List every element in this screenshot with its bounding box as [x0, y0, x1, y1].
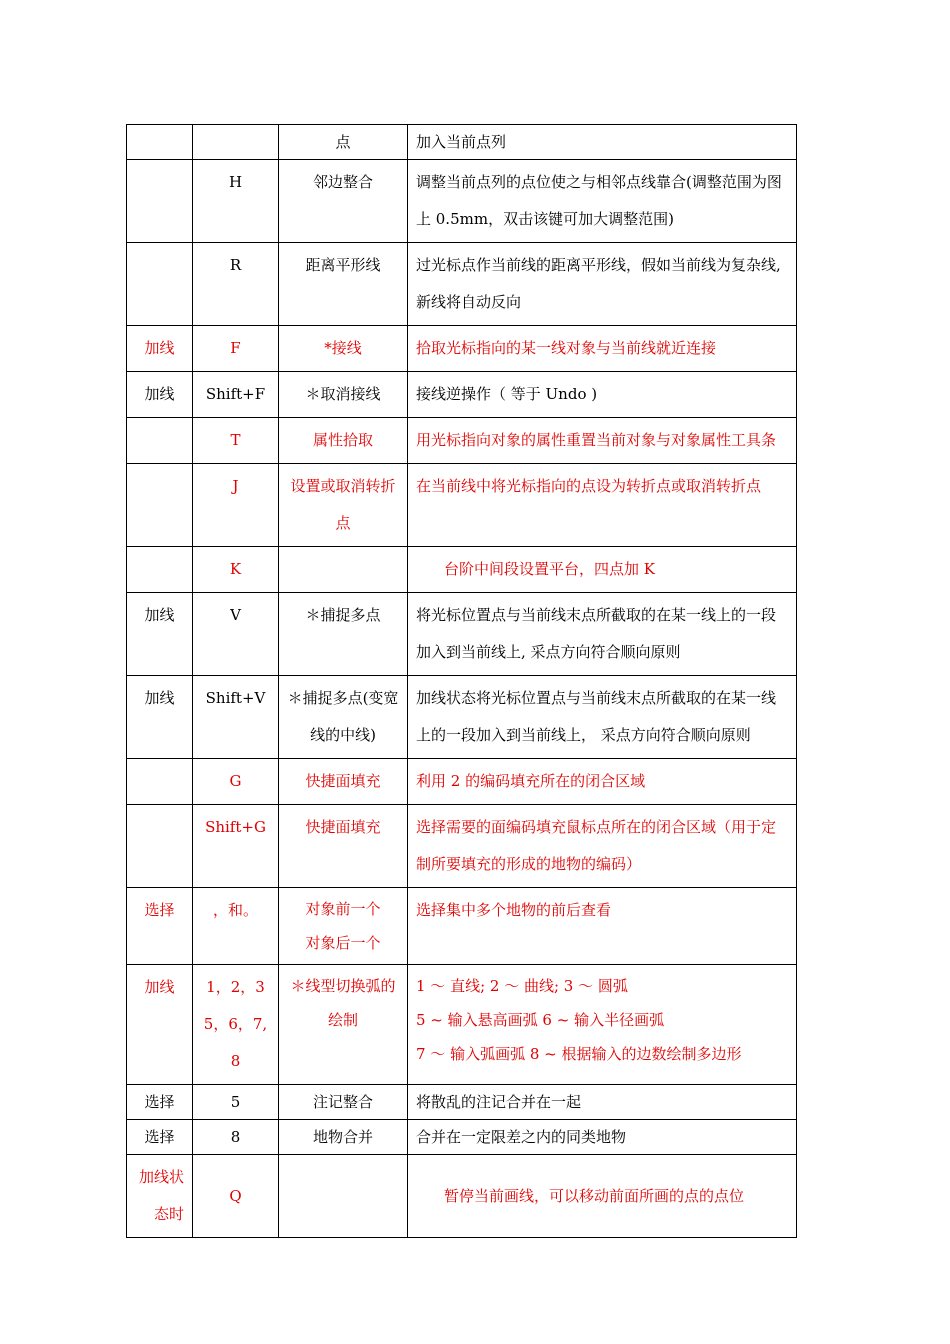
shortcut-table: [126, 124, 797, 1238]
table-row: [127, 1155, 797, 1238]
key-cell: V: [193, 593, 279, 676]
description-cell: 暂停当前画线，可以移动前面所画的点的点位: [408, 1155, 797, 1238]
table-row: [127, 805, 797, 888]
key-cell: Shift+F: [193, 372, 279, 418]
mode-cell: [127, 759, 193, 805]
key-cell: T: [193, 418, 279, 464]
description-cell: 台阶中间段设置平台，四点加 K: [408, 547, 797, 593]
function-cell: [279, 547, 408, 593]
table-row: [127, 676, 797, 759]
key-cell: H: [193, 160, 279, 243]
key-cell: 1，2，3 5，6，7, 8: [193, 965, 279, 1085]
table-row: [127, 160, 797, 243]
description-cell: 在当前线中将光标指向的点设为转折点或取消转折点: [408, 464, 797, 547]
description-cell: 选择集中多个地物的前后查看: [408, 888, 797, 965]
mode-cell: 选择: [127, 1120, 193, 1155]
description-cell: 加入当前点列: [408, 125, 797, 160]
mode-cell: [127, 418, 193, 464]
table-row: [127, 888, 797, 965]
table-row: [127, 965, 797, 1085]
description-cell: 加线状态将光标位置点与当前线末点所截取的在某一线上的一段加入到当前线上， 采点方向符合顺向原则: [408, 676, 797, 759]
description-cell: 选择需要的面编码填充鼠标点所在的闭合区域（用于定制所要填充的形成的地物的编码）: [408, 805, 797, 888]
table-row: [127, 125, 797, 160]
function-cell: [279, 888, 408, 965]
description-line: 5 ~ 输入悬高画弧 6 ~ 输入半径画弧: [416, 1011, 665, 1029]
description-line: 7 ～ 输入弧画弧 8 ~ 根据输入的边数绘制多边形: [416, 1045, 742, 1063]
mode-cell: [127, 805, 193, 888]
function-cell: 注记整合: [279, 1085, 408, 1120]
key-cell: J: [193, 464, 279, 547]
mode-cell: 加线: [127, 326, 193, 372]
description-cell: 拾取光标指向的某一线对象与当前线就近连接: [408, 326, 797, 372]
key-cell: [193, 125, 279, 160]
table-row: [127, 1120, 797, 1155]
function-cell: *接线: [279, 326, 408, 372]
function-cell: 地物合并: [279, 1120, 408, 1155]
key-cell: G: [193, 759, 279, 805]
key-cell: K: [193, 547, 279, 593]
description-cell: 合并在一定限差之内的同类地物: [408, 1120, 797, 1155]
function-cell: 点: [279, 125, 408, 160]
description-cell: 将光标位置点与当前线末点所截取的在某一线上的一段加入到当前线上, 采点方向符合顺向原则: [408, 593, 797, 676]
key-cell: F: [193, 326, 279, 372]
mode-cell: 加线: [127, 593, 193, 676]
mode-cell: [127, 547, 193, 593]
table-row: [127, 372, 797, 418]
description-cell: 过光标点作当前线的距离平形线，假如当前线为复杂线,新线将自动反向: [408, 243, 797, 326]
function-cell: [279, 1155, 408, 1238]
function-line: 对象前一个: [305, 900, 381, 918]
mode-cell: 加线: [127, 372, 193, 418]
table-row: [127, 759, 797, 805]
key-cell: Shift+V: [193, 676, 279, 759]
table-row: [127, 464, 797, 547]
mode-cell: 加线状态时: [127, 1155, 193, 1238]
function-cell: 属性拾取: [279, 418, 408, 464]
mode-cell: 选择: [127, 1085, 193, 1120]
function-cell: ＊捕捉多点(变宽线的中线): [279, 676, 408, 759]
key-cell: Q: [193, 1155, 279, 1238]
mode-cell: [127, 160, 193, 243]
function-cell: ＊捕捉多点: [279, 593, 408, 676]
function-cell: 邻边整合: [279, 160, 408, 243]
table-row: [127, 547, 797, 593]
key-cell: R: [193, 243, 279, 326]
table-row: [127, 1085, 797, 1120]
function-line: 对象后一个: [305, 934, 381, 952]
mode-cell: [127, 464, 193, 547]
function-cell: 距离平形线: [279, 243, 408, 326]
key-cell: Shift+G: [193, 805, 279, 888]
function-cell: ＊取消接线: [279, 372, 408, 418]
key-cell: 5: [193, 1085, 279, 1120]
mode-cell: [127, 243, 193, 326]
description-cell: 利用 2 的编码填充所在的闭合区域: [408, 759, 797, 805]
function-cell: 快捷面填充: [279, 805, 408, 888]
function-cell: ＊线型切换弧的绘制: [279, 965, 408, 1085]
function-cell: 快捷面填充: [279, 759, 408, 805]
mode-cell: 选择: [127, 888, 193, 965]
table-row: [127, 593, 797, 676]
table-row: [127, 243, 797, 326]
mode-cell: [127, 125, 193, 160]
description-cell: [408, 965, 797, 1085]
description-cell: 接线逆操作（ 等于 Undo ): [408, 372, 797, 418]
key-cell: ，和。: [193, 888, 279, 965]
description-cell: 用光标指向对象的属性重置当前对象与对象属性工具条: [408, 418, 797, 464]
function-cell: 设置或取消转折点: [279, 464, 408, 547]
description-cell: 调整当前点列的点位使之与相邻点线靠合(调整范围为图上 0.5mm，双击该键可加大调整范围): [408, 160, 797, 243]
mode-cell: 加线: [127, 965, 193, 1085]
description-line: 1 ～ 直线; 2 ～ 曲线; 3 ～ 圆弧: [416, 977, 628, 995]
mode-cell: 加线: [127, 676, 193, 759]
table-row: [127, 326, 797, 372]
key-cell: 8: [193, 1120, 279, 1155]
description-cell: 将散乱的注记合并在一起: [408, 1085, 797, 1120]
table-row: [127, 418, 797, 464]
